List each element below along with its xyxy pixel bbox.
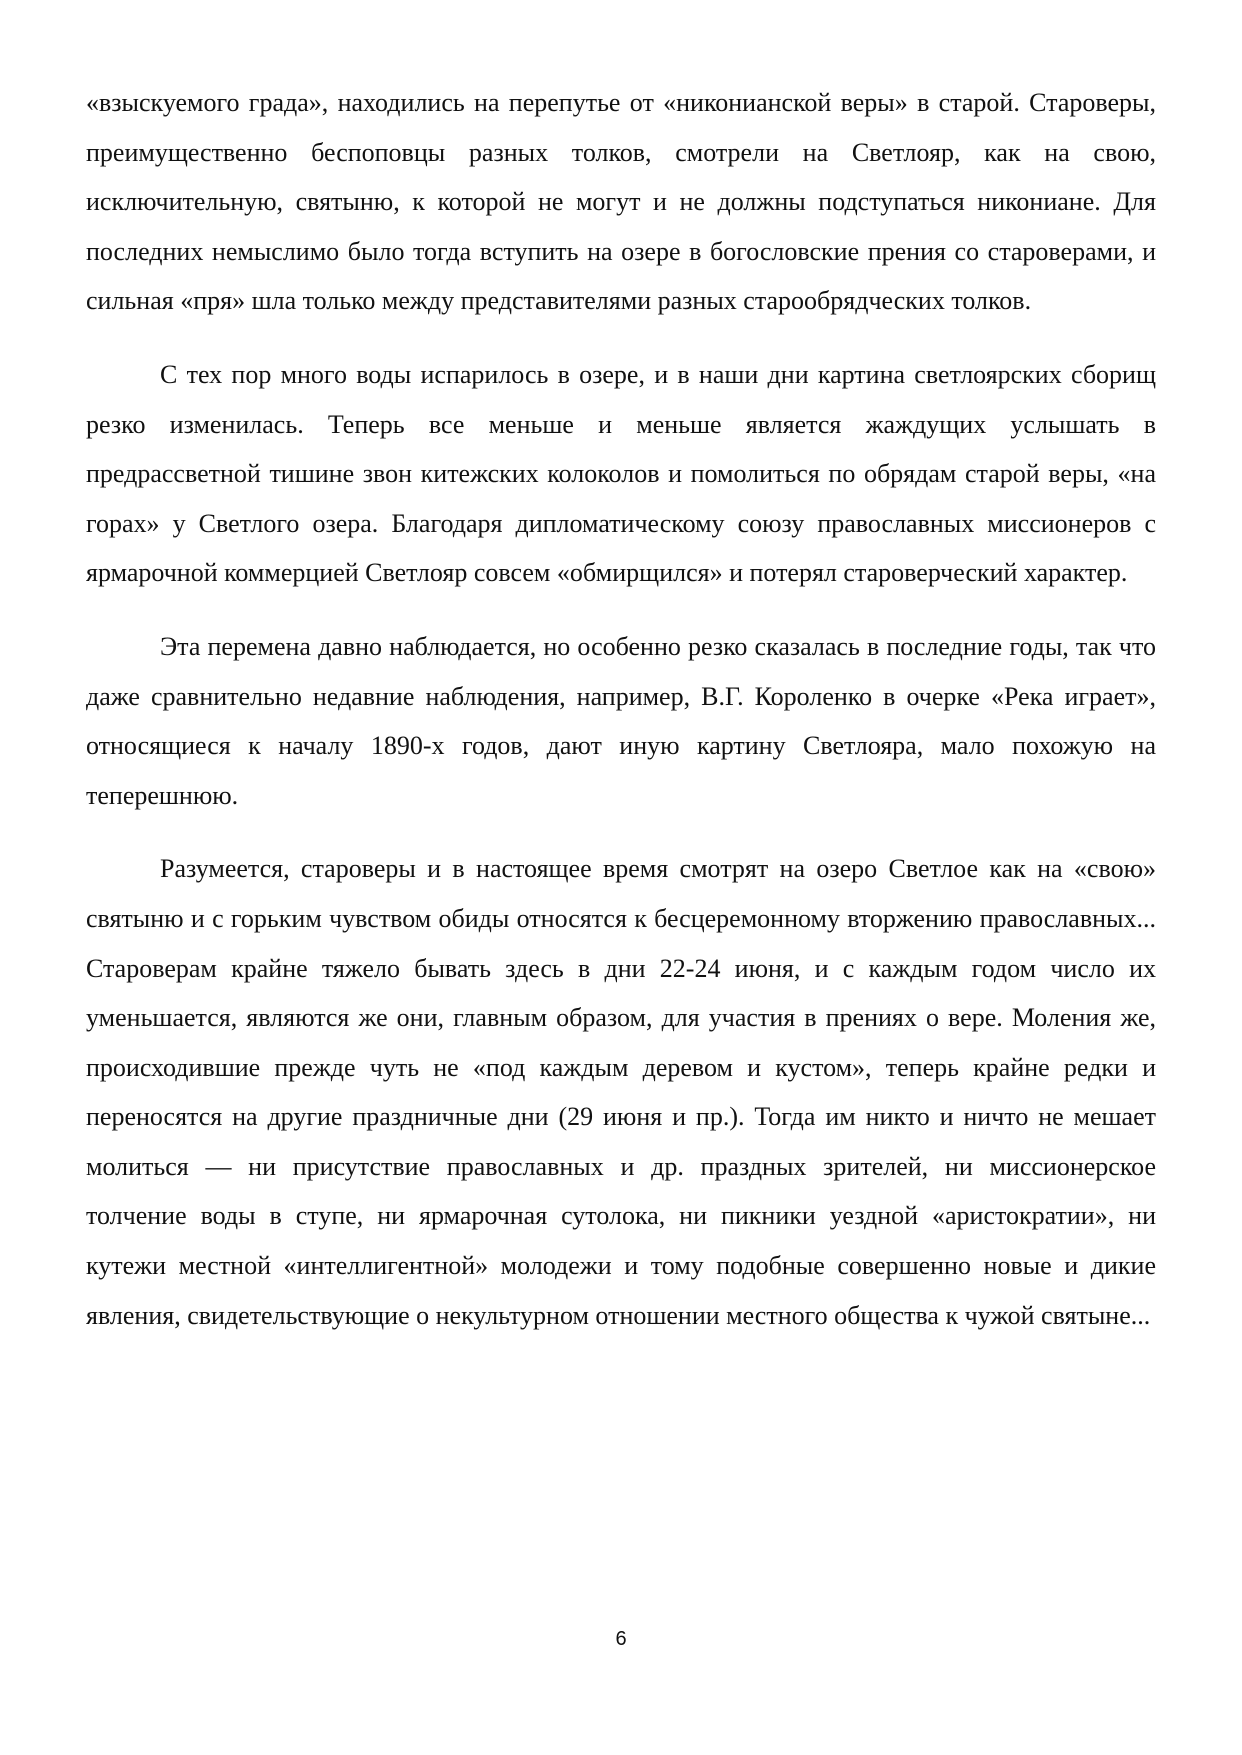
paragraph-3: Эта перемена давно наблюдается, но особенно резко сказалась в последние годы, так что даже сравнительно недавние наблюдения, например, В.Г. Короленко в очерке «Река играет», относящиеся к началу 1890-х годов, дают иную картину Светлояра, мало похожую на теперешнюю.	[86, 631, 1156, 810]
paragraph-2: С тех пор много воды испарилось в озере, и в наши дни картина светлоярских сборищ резко изменилась. Теперь все меньше и меньше является жаждущих услышать в предрассветной тишине звон китежских колоколов и помолиться по обрядам старой веры, «на горах» у Светлого озера. Благодаря дипломатическому союзу православных миссионеров с ярмарочной коммерцией Светлояр совсем «обмирщился» и потерял староверческий характер.	[86, 359, 1156, 588]
paragraph-1: «взыскуемого града», находились на перепутье от «никонианской веры» в старой. Староверы, преимущественно беспоповцы разных толков, смотрели на Светлояр, как на свою, исключительную, святыню, к которой не могут и не должны подступаться никониане. Для последних немыслимо было тогда вступить на озере в богословские прения со староверами, и сильная «пря» шла только между представителями разных старообрядческих толков.	[86, 88, 1156, 316]
paragraph-4: Разумеется, староверы и в настоящее время смотрят на озеро Светлое как на «свою» святыню и с горьким чувством обиды относятся к бесцеремонному вторжению православных... Староверам крайне тяжело бывать здесь в дни 22-24 июня, и с каждым годом число их уменьшается, являются же они, главным образом, для участия в прениях о вере. Моления же, происходившие прежде чуть не «под каждым деревом и кустом», теперь крайне редки и переносятся на другие праздничные дни (29 июня и пр.). Тогда им никто и ничто не мешает молиться — ни присутствие православных и др. праздных зрителей, ни миссионерское толчение воды в ступе, ни ярмарочная сутолока, ни пикники уездной «аристократии», ни кутежи местной «интеллигентной» молодежи и тому подобные совершенно новые и дикие явления, свидетельствующие о некультурном отношении местного общества к чужой святыне...	[86, 854, 1156, 1330]
body-text	[86, 78, 1156, 1340]
page-number: 6	[615, 1628, 627, 1650]
